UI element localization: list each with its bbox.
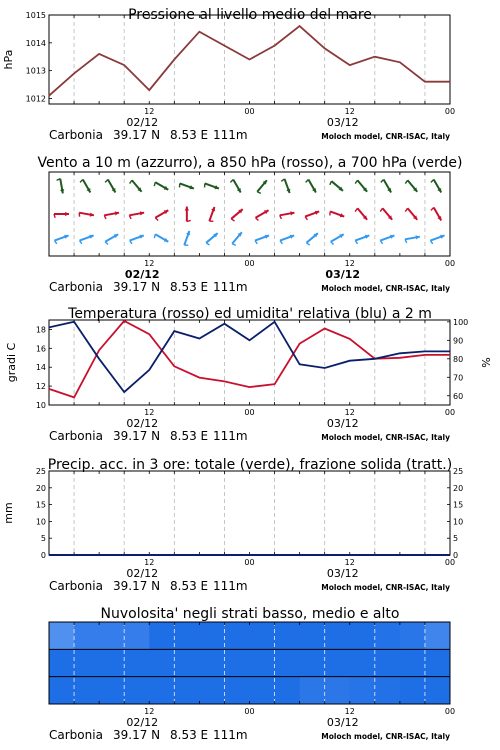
wind-barb-feather: [232, 244, 236, 246]
cloud-cell: [124, 649, 150, 676]
chart-title: Temperatura (rosso) ed umidita' relativa (blu) a 2 m: [68, 306, 432, 322]
wind-barb: [405, 180, 417, 191]
wind-barb: [206, 233, 217, 245]
wind-barb: [155, 210, 168, 220]
cloud-cell: [174, 649, 200, 676]
cloud-cell: [425, 677, 451, 704]
wind-barb: [105, 234, 118, 244]
date-label: 03/12: [325, 268, 361, 281]
y-right-tick-label: 5: [453, 534, 459, 544]
wind-barb-feather: [381, 180, 384, 183]
wind-barb: [280, 235, 294, 244]
x-tick-label: 12: [344, 107, 355, 116]
wind-barb: [80, 235, 94, 244]
date-label: 02/12: [126, 417, 159, 430]
wind-barb: [184, 231, 190, 245]
wind-barb-head: [65, 212, 69, 216]
cloud-cell: [199, 622, 225, 649]
x-tick-label: 12: [144, 259, 155, 268]
cloud-cell: [199, 649, 225, 676]
y-tick-label: 1013: [25, 66, 46, 76]
station-name: Carbonia: [49, 280, 103, 294]
wind-barb: [185, 207, 191, 222]
station-name: Carbonia: [49, 128, 103, 142]
station-lat: 39.17 N: [113, 728, 161, 742]
cloud-cell: [375, 649, 401, 676]
cloud-cell: [300, 622, 326, 649]
cloud-cell: [275, 622, 301, 649]
station-alt: 111m: [213, 429, 248, 443]
wind-barb-feather: [257, 192, 261, 194]
wind-barb: [205, 183, 219, 189]
y-tick-label: 16: [35, 344, 46, 354]
wind-barb: [209, 207, 215, 221]
y-tick-label: 12: [35, 382, 46, 392]
chart-temp_rh: [5, 306, 493, 443]
wind-barb-feather: [256, 218, 259, 221]
series-line: [49, 321, 450, 398]
wind-barb-head: [185, 207, 189, 211]
wind-barb-feather: [431, 180, 434, 183]
station-alt: 111m: [213, 728, 248, 742]
y-tick-label: 25: [35, 467, 46, 476]
wind-barb: [380, 208, 392, 219]
x-tick-label: 12: [344, 558, 355, 567]
wind-barb-feather: [54, 241, 56, 244]
wind-barb-feather: [430, 241, 432, 244]
cloud-cell: [99, 649, 125, 676]
cloud-cell: [425, 649, 451, 676]
wind-barb: [105, 180, 115, 193]
y-axis-label: hPa: [2, 49, 15, 70]
y-tick-label: 1015: [25, 11, 46, 20]
x-tick-label: 00: [444, 408, 456, 417]
cloud-cell: [375, 622, 401, 649]
y-tick-label: 1014: [25, 38, 46, 48]
wind-barb-feather: [80, 180, 83, 183]
wind-barb: [154, 182, 168, 190]
y-tick-label: 10: [35, 517, 46, 527]
wind-barb: [380, 235, 394, 244]
series-line: [49, 26, 450, 96]
x-tick-label: 00: [444, 558, 456, 567]
station-alt: 111m: [213, 280, 248, 294]
wind-barb: [79, 212, 94, 216]
station-name: Carbonia: [49, 579, 103, 593]
y-right-tick-label: 100: [453, 317, 469, 327]
station-lat: 39.17 N: [113, 429, 161, 443]
cloud-cell: [250, 622, 276, 649]
x-tick-label: 00: [444, 107, 456, 116]
cloud-cell: [250, 677, 276, 704]
wind-barb: [232, 232, 242, 245]
x-tick-label: 00: [244, 107, 255, 116]
chart-title: Pressione al livello medio del mare: [128, 7, 372, 23]
wind-barb-feather: [355, 208, 357, 211]
chart-title: Precip. acc. in 3 ore: totale (verde), frazione solida (tratt.): [47, 457, 453, 473]
cloud-cell: [149, 649, 175, 676]
plot-frame: [49, 320, 450, 405]
x-tick-label: 12: [344, 259, 355, 268]
wind-barb: [306, 233, 317, 245]
date-label: 03/12: [326, 567, 359, 580]
cloud-cell: [325, 677, 351, 704]
cloud-cell: [400, 622, 426, 649]
station-lon: 8.53 E: [170, 579, 209, 593]
cloud-cell: [174, 622, 200, 649]
cloud-cell: [300, 677, 326, 704]
cloud-cell: [74, 649, 100, 676]
cloud-cell: [149, 677, 175, 704]
station-alt: 111m: [213, 579, 248, 593]
y-right-tick-label: 20: [453, 483, 464, 493]
wind-barb-feather: [255, 241, 257, 244]
date-label: 02/12: [124, 268, 160, 281]
cloud-cell: [124, 622, 150, 649]
y-tick-label: 18: [35, 325, 46, 335]
model-credit: Moloch model, CNR-ISAC, Italy: [321, 732, 450, 741]
wind-barb-feather: [380, 241, 382, 244]
wind-barb-feather: [305, 217, 307, 220]
x-tick-label: 12: [344, 707, 355, 716]
wind-barb-feather: [280, 241, 282, 244]
wind-barb: [431, 180, 441, 193]
cloud-cell: [425, 622, 451, 649]
wind-barb: [80, 180, 90, 193]
wind-barb: [130, 180, 142, 191]
wind-barb: [355, 235, 369, 244]
wind-barb-feather: [105, 242, 108, 245]
wind-barb-feather: [80, 241, 82, 244]
wind-barb: [230, 180, 240, 193]
y-right-tick-label: 70: [453, 373, 464, 383]
cloud-cell: [400, 677, 426, 704]
cloud-cell: [250, 649, 276, 676]
cloud-cell: [74, 622, 100, 649]
wind-barb: [104, 211, 119, 219]
wind-barb: [54, 212, 69, 218]
x-tick-label: 00: [244, 259, 255, 268]
wind-barb-feather: [306, 243, 309, 245]
cloud-cell: [174, 677, 200, 704]
chart-precip: [2, 457, 463, 593]
cloud-cell: [199, 677, 225, 704]
wind-barb-feather: [105, 180, 108, 183]
y-right-axis-label: %: [480, 357, 493, 368]
station-lon: 8.53 E: [170, 429, 209, 443]
cloud-cell: [49, 622, 75, 649]
wind-barb-feather: [281, 179, 284, 181]
chart-title: Nuvolosita' negli strati basso, medio e alto: [100, 606, 400, 622]
wind-barb: [405, 235, 420, 243]
wind-barb: [255, 235, 269, 244]
y-right-tick-label: 90: [453, 336, 464, 346]
plot-frame: [49, 471, 450, 555]
x-tick-label: 00: [444, 259, 456, 268]
chart-wind: [37, 155, 462, 294]
wind-barb: [129, 211, 144, 219]
wind-barb-feather: [206, 243, 209, 245]
x-tick-label: 12: [144, 408, 155, 417]
station-name: Carbonia: [49, 728, 103, 742]
model-credit: Moloch model, CNR-ISAC, Italy: [321, 132, 450, 141]
cloud-cell: [400, 649, 426, 676]
cloud-cell: [275, 649, 301, 676]
date-label: 03/12: [326, 116, 359, 129]
wind-barb: [154, 234, 168, 242]
wind-barb-feather: [154, 234, 155, 238]
x-tick-label: 12: [144, 558, 155, 567]
wind-barb: [306, 180, 316, 193]
wind-barb: [331, 234, 344, 244]
model-credit: Moloch model, CNR-ISAC, Italy: [321, 583, 450, 592]
x-tick-label: 12: [144, 107, 155, 116]
wind-barb-feather: [155, 218, 158, 221]
wind-barb: [305, 211, 319, 220]
y-tick-label: 5: [40, 534, 46, 544]
wind-barb: [330, 211, 344, 217]
cloud-cell: [149, 622, 175, 649]
wind-barb-feather: [331, 242, 334, 245]
wind-barb: [330, 181, 343, 191]
model-credit: Moloch model, CNR-ISAC, Italy: [321, 433, 450, 442]
wind-barb-feather: [306, 180, 309, 183]
station-lat: 39.17 N: [113, 280, 161, 294]
cloud-cell: [99, 677, 125, 704]
chart-clouds: [49, 606, 455, 742]
cloud-cell: [224, 649, 250, 676]
station-name: Carbonia: [49, 429, 103, 443]
cloud-cell: [49, 677, 75, 704]
wind-barb-feather: [154, 182, 155, 186]
x-tick-label: 00: [244, 707, 255, 716]
wind-barb-feather: [231, 219, 234, 221]
cloud-cell: [224, 677, 250, 704]
wind-barb: [257, 180, 267, 193]
wind-barb-feather: [330, 181, 332, 185]
y-axis-label: mm: [2, 502, 15, 524]
wind-barb-feather: [355, 180, 357, 183]
wind-barb: [179, 183, 193, 189]
wind-barb: [256, 210, 269, 220]
wind-barb-feather: [431, 208, 434, 211]
cloud-cell: [325, 649, 351, 676]
station-lon: 8.53 E: [170, 728, 209, 742]
series-line: [49, 322, 450, 392]
x-tick-label: 12: [144, 707, 155, 716]
station-lat: 39.17 N: [113, 579, 161, 593]
wind-barb: [431, 208, 441, 221]
y-right-tick-label: 0: [453, 551, 459, 560]
y-right-tick-label: 80: [453, 354, 464, 364]
wind-barb: [280, 211, 295, 219]
wind-barb: [231, 209, 242, 221]
wind-barb: [281, 179, 290, 193]
cloud-cell: [300, 649, 326, 676]
y-tick-label: 14: [35, 363, 46, 373]
station-lon: 8.53 E: [170, 128, 209, 142]
y-axis-label: gradi C: [5, 342, 18, 383]
y-tick-label: 10: [35, 401, 46, 410]
wind-barb-feather: [355, 241, 357, 244]
station-lon: 8.53 E: [170, 280, 209, 294]
wind-barb: [355, 208, 367, 219]
wind-barb: [430, 235, 444, 244]
wind-barb: [405, 208, 417, 219]
chart-title: Vento a 10 m (azzurro), a 850 hPa (rosso), a 700 hPa (verde): [37, 155, 463, 171]
cloud-cell: [124, 677, 150, 704]
cloud-cell: [350, 649, 376, 676]
date-label: 03/12: [326, 716, 359, 729]
cloud-cell: [99, 622, 125, 649]
cloud-cell: [49, 649, 75, 676]
y-right-tick-label: 10: [453, 517, 464, 527]
wind-barb: [381, 180, 391, 193]
model-credit: Moloch model, CNR-ISAC, Italy: [321, 284, 450, 293]
wind-barb: [54, 235, 68, 244]
wind-barb: [57, 179, 65, 194]
wind-barb-feather: [130, 180, 132, 183]
cloud-cell: [325, 622, 351, 649]
station-lat: 39.17 N: [113, 128, 161, 142]
y-tick-label: 1012: [25, 94, 46, 104]
wind-barb-feather: [405, 180, 407, 183]
wind-barb-feather: [405, 208, 407, 211]
x-tick-label: 00: [244, 408, 255, 417]
y-tick-label: 15: [35, 500, 46, 510]
x-tick-label: 00: [444, 707, 456, 716]
y-right-tick-label: 60: [453, 391, 464, 401]
wind-barb: [355, 180, 367, 191]
wind-barb-feather: [380, 208, 382, 211]
y-tick-label: 0: [40, 551, 46, 560]
y-right-tick-label: 25: [453, 467, 464, 476]
chart-pressure: [2, 7, 455, 142]
x-tick-label: 12: [344, 408, 355, 417]
wind-barb-feather: [230, 180, 233, 183]
cloud-cell: [224, 622, 250, 649]
wind-barb-feather: [130, 241, 132, 244]
date-label: 02/12: [126, 567, 159, 580]
date-label: 03/12: [326, 417, 359, 430]
cloud-cell: [375, 677, 401, 704]
cloud-cell: [74, 677, 100, 704]
cloud-cell: [275, 677, 301, 704]
cloud-cell: [350, 677, 376, 704]
wind-barb: [130, 235, 144, 244]
y-tick-label: 20: [35, 483, 46, 493]
y-right-tick-label: 15: [453, 500, 464, 510]
date-label: 02/12: [126, 116, 159, 129]
cloud-cell: [350, 622, 376, 649]
date-label: 02/12: [126, 716, 159, 729]
x-tick-label: 00: [244, 558, 255, 567]
station-alt: 111m: [213, 128, 248, 142]
